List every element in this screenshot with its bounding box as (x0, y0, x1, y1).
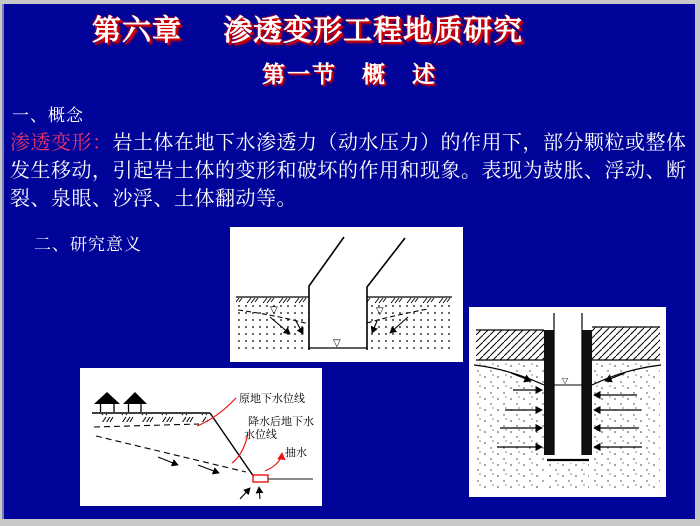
label-lowered-water-table-2: 水位线 (244, 428, 277, 441)
definition-paragraph (10, 128, 696, 212)
definition-line1: 岩土体在地下水渗透力（动水压力）的作用下，部分颗粒或整体 (112, 130, 687, 154)
definition-term: 渗透变形： (10, 130, 113, 154)
section-heading-meaning: 二、研究意义 (34, 235, 142, 255)
slide-title: 第六章 渗透变形工程地质研究 (92, 13, 524, 47)
pump-rect (253, 475, 268, 482)
label-pumping: 抽水 (285, 446, 307, 459)
dewatering-svg (80, 368, 322, 506)
definition-line3: 裂、泉眼、沙浮、土体翻动等。 (10, 186, 297, 210)
definition-line2: 发生移动，引起岩土体的变形和破坏的作用和现象。表现为鼓胀、浮动、断 (10, 158, 687, 182)
label-lowered-water-table-1: 降水后地下水 (248, 415, 314, 428)
slide-subtitle: 第一节 概 述 (262, 61, 437, 88)
excavation-pit-diagram (230, 227, 463, 362)
well-diagram (469, 307, 666, 497)
gravel-pack-left (544, 330, 554, 455)
excavation-pit-svg (230, 227, 463, 362)
water-table-symbol-left: ▽ (270, 305, 278, 316)
section-heading-concept: 一、概念 (12, 106, 84, 126)
dewatering-diagram (80, 368, 322, 506)
water-table-symbol-well: ▽ (562, 376, 569, 385)
gravel-pack-right (582, 330, 592, 455)
water-table-symbol-pit: ▽ (333, 338, 341, 349)
label-original-water-table: 原地下水位线 (239, 392, 305, 405)
water-table-symbol-right: ▽ (376, 306, 384, 317)
well-svg (469, 307, 666, 497)
presentation-slide (2, 4, 695, 519)
